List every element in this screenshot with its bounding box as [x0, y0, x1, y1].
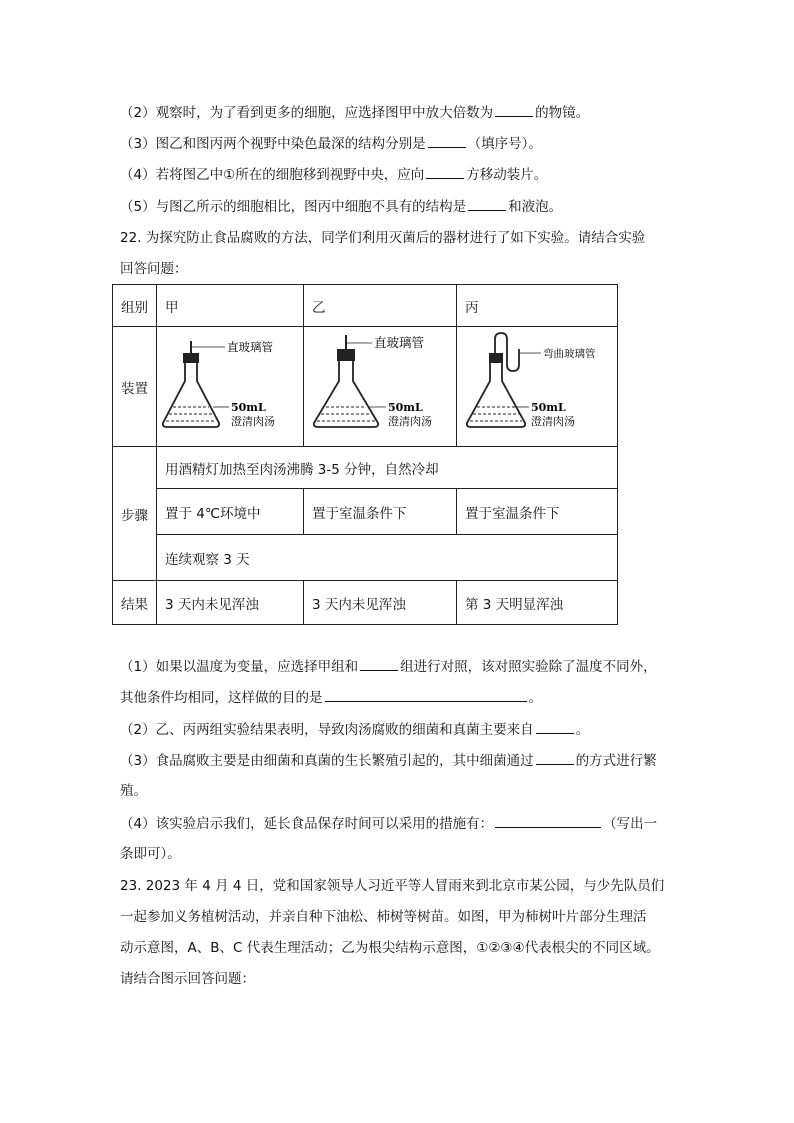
- q22-part4-line1: [120, 813, 657, 834]
- q22-intro-line2: 回答问题：: [120, 261, 188, 277]
- q23-line3: 动示意图，A、B、C 代表生理活动；乙为根尖结构示意图，①②③④代表根尖的不同区域。: [120, 940, 660, 956]
- q23-line4: 请结合图示回答问题：: [120, 971, 255, 987]
- q22-part4-text-b: （写出一: [603, 816, 658, 832]
- answer-blank[interactable]: [428, 133, 466, 148]
- liquid-label-bing: 澄清肉汤: [531, 415, 575, 428]
- answer-blank[interactable]: [495, 102, 533, 117]
- volume-label-bing: 50mL: [531, 401, 566, 414]
- q21-part5-text-a: （5）与图乙所示的细胞相比，图丙中细胞不具有的结构是: [120, 199, 467, 215]
- liquid-label-jia: 澄清肉汤: [231, 415, 275, 428]
- step2-yi: 置于室温条件下: [304, 489, 457, 535]
- q21-part4: [120, 164, 547, 185]
- apparatus-bing: [457, 327, 618, 447]
- q22-part4-line2: 条即可）。: [120, 846, 181, 862]
- q21-part2: [120, 102, 589, 123]
- apparatus-yi: [304, 327, 457, 447]
- answer-blank[interactable]: [495, 813, 601, 828]
- q21-part4-text-a: （4）若将图乙中①所在的细胞移到视野中央，应向: [120, 167, 425, 183]
- result-bing: 第 3 天明显浑浊: [457, 581, 618, 625]
- q22-part3-text-a: （3）食品腐败主要是由细菌和真菌的生长繁殖引起的，其中细菌通过: [120, 753, 534, 769]
- answer-blank[interactable]: [536, 719, 574, 734]
- q21-part4-text-b: 方移动装片。: [466, 167, 548, 183]
- flask-jia-diagram: [157, 327, 303, 442]
- q22-part1-text-a: （1）如果以温度为变量，应选择甲组和: [120, 659, 359, 675]
- table-row-step3: [113, 535, 618, 581]
- apparatus-jia: [157, 327, 304, 447]
- q23-line1: 23. 2023 年 4 月 4 日，党和国家领导人习近平等人冒雨来到北京市某公园，与少先队员们: [120, 878, 665, 894]
- table-row-result: [113, 581, 618, 625]
- table-row-step2: [113, 489, 618, 535]
- flask-yi-diagram: [304, 327, 456, 442]
- q22-part2: [120, 719, 589, 740]
- step1-text: 用酒精灯加热至肉汤沸腾 3-5 分钟，自然冷却: [157, 447, 618, 489]
- q22-part3-line1: [120, 750, 657, 771]
- header-group-yi: 乙: [304, 285, 457, 327]
- step2-jia: 置于 4℃环境中: [157, 489, 304, 535]
- tube-label-jia: 直玻璃管: [227, 340, 273, 354]
- q22-part4-text-a: （4）该实验启示我们，延长食品保存时间可以采用的措施有：: [120, 816, 494, 832]
- answer-blank[interactable]: [360, 656, 398, 671]
- table-row-step1: [113, 447, 618, 489]
- tube-label-bing: 弯曲玻璃管: [543, 348, 596, 360]
- header-group-label: 组别: [113, 285, 157, 327]
- q22-part2-text-a: （2）乙、丙两组实验结果表明，导致肉汤腐败的细菌和真菌主要来自: [120, 722, 534, 738]
- q21-part2-text-b: 的物镜。: [535, 105, 590, 121]
- q21-part3-text-a: （3）图乙和图丙两个视野中染色最深的结构分别是: [120, 136, 426, 152]
- q22-intro-line1: 22. 为探究防止食品腐败的方法，同学们利用灭菌后的器材进行了如下实验。请结合实验: [120, 230, 646, 246]
- experiment-table: [112, 284, 618, 625]
- header-group-bing: 丙: [457, 285, 618, 327]
- q21-part3: [120, 133, 542, 154]
- answer-blank[interactable]: [536, 750, 574, 765]
- q21-part5-text-b: 和液泡。: [508, 199, 563, 215]
- volume-label-yi: 50mL: [388, 401, 423, 414]
- steps-label: 步骤: [113, 447, 157, 581]
- result-yi: 3 天内未见浑浊: [304, 581, 457, 625]
- table-row-header: [113, 285, 618, 327]
- q22-part3-line2: 殖。: [120, 783, 147, 799]
- q21-part2-text-a: （2）观察时，为了看到更多的细胞，应选择图甲中放大倍数为: [120, 105, 494, 121]
- q22-part1-text-d: 。: [528, 690, 542, 706]
- step2-bing: 置于室温条件下: [457, 489, 618, 535]
- result-label: 结果: [113, 581, 157, 625]
- apparatus-label: 装置: [113, 327, 157, 447]
- step3-text: 连续观察 3 天: [157, 535, 618, 581]
- table-row-apparatus: [113, 327, 618, 447]
- q22-part3-text-b: 的方式进行繁: [575, 753, 657, 769]
- q22-part2-text-b: 。: [575, 722, 590, 738]
- q23-line2: 一起参加义务植树活动，并亲自种下油松、柿树等树苗。如图，甲为柿树叶片部分生理活: [120, 909, 647, 925]
- header-group-jia: 甲: [157, 285, 304, 327]
- answer-blank[interactable]: [426, 164, 464, 179]
- q22-part1-line1: [120, 656, 657, 677]
- q22-part1-text-c: 其他条件均相同，这样做的目的是: [120, 690, 323, 706]
- tube-label-yi: 直玻璃管: [374, 335, 425, 350]
- answer-blank[interactable]: [468, 196, 506, 211]
- liquid-label-yi: 澄清肉汤: [388, 415, 432, 428]
- q21-part5: [120, 196, 562, 217]
- result-jia: 3 天内未见浑浊: [157, 581, 304, 625]
- volume-label-jia: 50mL: [231, 401, 266, 414]
- flask-bing-diagram: [457, 327, 617, 442]
- q22-part1-text-b: 组进行对照，该对照实验除了温度不同外，: [400, 659, 657, 675]
- q22-part1-line2: [120, 687, 542, 708]
- q21-part3-text-b: （填序号）。: [467, 136, 542, 152]
- answer-blank[interactable]: [325, 687, 527, 702]
